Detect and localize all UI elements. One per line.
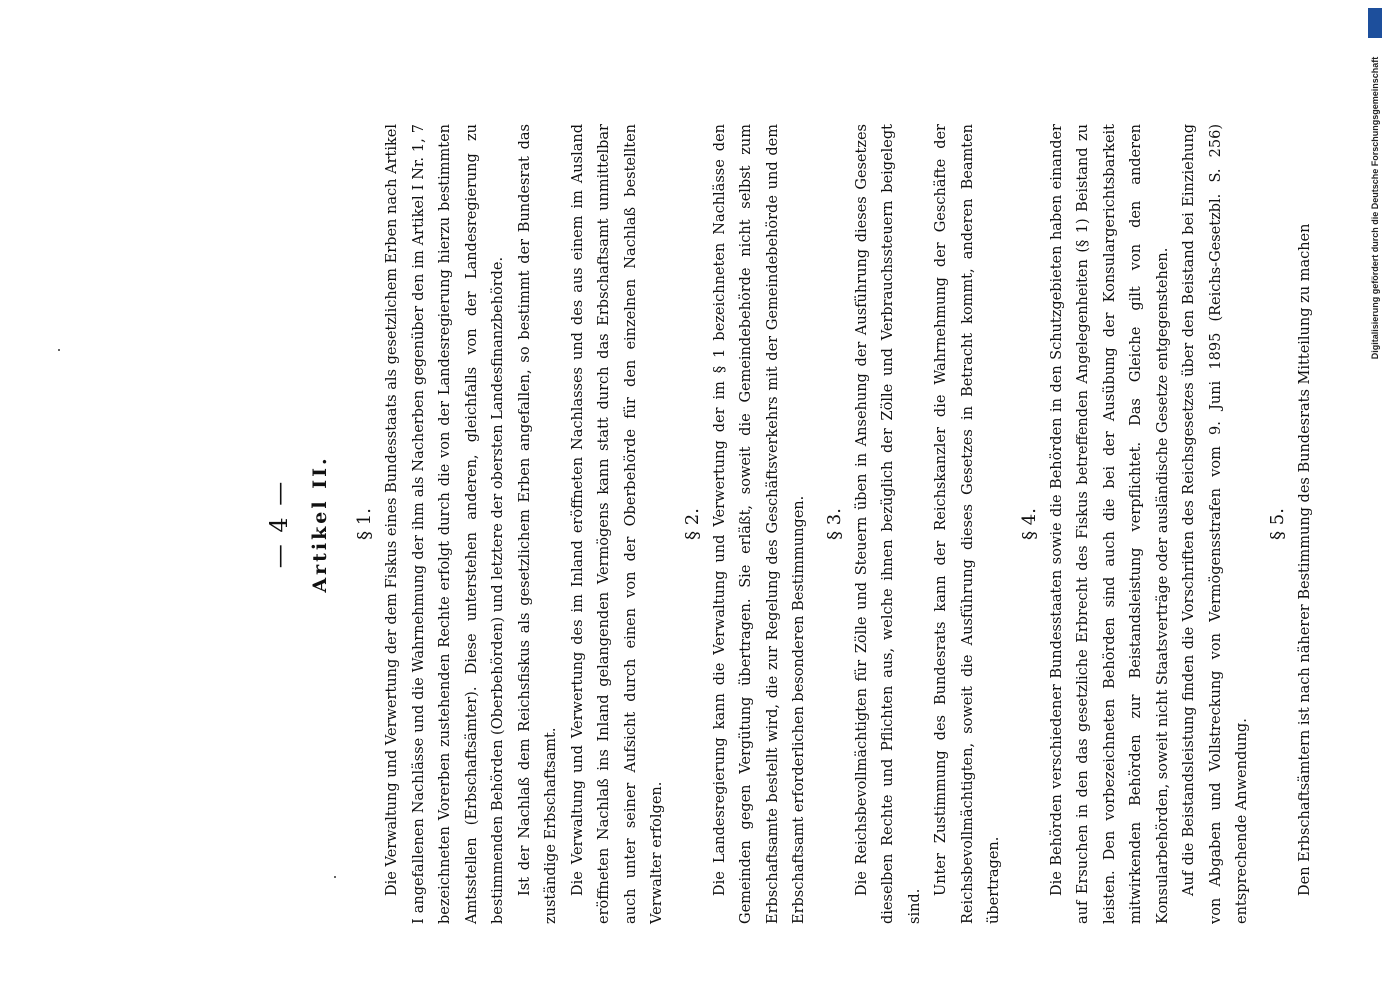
- paragraph: Auf die Beistandsleistung finden die Vorschriften des Reichsgesetzes über den Beistand bei Einziehung von Abgaben und Vollstreckung von Vermögensstrafen vom 9. Juni 1895 (Reichs-Gesetzbl. S. 256) entsprechende Anwendung.: [1181, 124, 1250, 924]
- paragraph: Unter Zustimmung des Bundesrats kann der Reichskanzler die Wahrnehmung der Geschäfte der Reichsbevollmächtigten, soweit die Ausführung dieses Gesetzes in Betracht kommt, anderen Beamten übertragen.: [933, 124, 1002, 924]
- paragraph: Ist der Nachlaß dem Reichsfiskus als gesetzlichem Erben angefallen, so bestimmt der Bundesrat das zuständige Erbschaftsamt.: [516, 124, 559, 924]
- section-mark: § 5.: [1266, 508, 1288, 540]
- dfg-watermark: [1370, 8, 1380, 398]
- paragraph: Die Verwaltung und Verwertung des im Inland eröffneten Nachlasses und des aus einem im Ausland eröffneten Nachlaß ins Inland gelangenden Vermögens kann statt durch das Erbschaftsamt unmittelbar auch unter seiner Aufsicht durch einen von der Oberbehörde für den einzelnen Nachlaß bestellten Verwalter erfolgen.: [569, 124, 665, 924]
- section: [351, 124, 671, 924]
- paragraph: Die Reichsbevollmächtigten für Zölle und Steuern üben in Ansehung der Ausführung dieses Gesetzes dieselben Rechte und Pflichten aus, welche ihnen bezüglich der Zölle und Verbrauchssteuern beigelegt sind.: [853, 124, 923, 924]
- section-mark: § 3.: [823, 508, 845, 540]
- section-mark: § 2.: [681, 508, 703, 540]
- paragraph: Die Behörden verschiedener Bundesstaaten sowie die Behörden in den Schutzgebieten haben einander auf Ersuchen in den das gesetzliche Erbrecht des Fiskus betreffenden Angelegenheiten (§ 1) Beistand zu leisten. Den vorbezeichneten Behörden sind auch die bei der Ausübung der Konsulargerichtsbarkeit mitwirkenden Behörden zur Beistandsleistung verpflichtet. Das Gleiche gilt von den anderen Konsularbehörden, soweit nicht Staatsverträge oder ausländische Gesetze entgegenstehen.: [1048, 124, 1171, 924]
- section-mark: § 1.: [354, 508, 375, 540]
- article-heading: Artikel II.: [309, 455, 331, 593]
- paragraph: Die Verwaltung und Verwertung der dem Fiskus eines Bundesstaats als gesetzlichem Erben nach Artikel I angefallenen Nachlässe und die Wahrnehmung der ihm als Nacherben gegenüber den im Artikel I Nr. 1, 7 bezeichneten Vorerben zustehenden Rechte erfolgt durch die von der Landesregierung hierzu bestimmten Amtsstellen (Erbschaftsämter). Diese unterstehen anderen, gleichfalls von der Landesregierung zu bestimmenden Behörden (Oberbehörden) und letztere der obersten Landesfinanzbehörde.: [384, 124, 506, 924]
- watermark-text: Digitalisierung gefördert durch die Deutsche Forschungsgemeinschaft: [1370, 56, 1380, 360]
- section: [679, 124, 813, 924]
- page-number: — 4 —: [265, 479, 293, 569]
- section: [1016, 124, 1256, 924]
- paragraph: Die Landesregierung kann die Verwaltung und Verwertung der im § 1 bezeichneten Nachlässe den Gemeinden gegen Vergütung übertragen. Sie erläßt, soweit die Gemeindebehörde nicht selbst zum Erbschaftsamte bestellt wird, die zur Regelung des Geschäftsverkehrs mit der Gemeindebehörde und dem Erbschaftsamt erforderlichen besonderen Bestimmungen.: [711, 124, 807, 924]
- section: [821, 124, 1008, 924]
- paragraph: Den Erbschaftsämtern ist nach näherer Bestimmung des Bundesrats Mitteilung zu machen: [1296, 223, 1313, 896]
- scan-speck: [58, 349, 60, 351]
- document-page: [161, 64, 1313, 924]
- section: [1264, 124, 1319, 924]
- document-body: [343, 124, 1318, 924]
- scan-speck: [334, 876, 336, 878]
- section-mark: § 4.: [1018, 508, 1040, 540]
